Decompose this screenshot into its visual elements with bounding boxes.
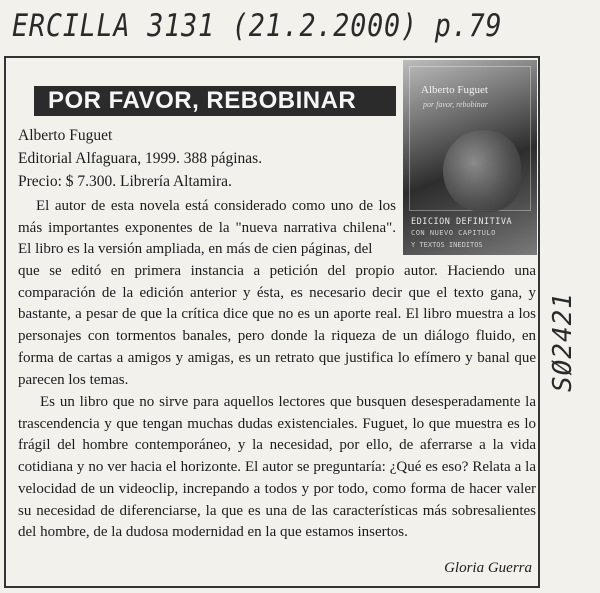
handwritten-catalog-number: SØ2421 <box>548 292 578 392</box>
cover-edition-line: CON NUEVO CAPITULO <box>411 229 496 237</box>
cover-portrait <box>443 130 521 212</box>
cover-author: Alberto Fuguet <box>421 84 488 96</box>
book-publisher: Editorial Alfaguara, 1999. 388 páginas. <box>18 150 263 167</box>
article-title: POR FAVOR, REBOBINAR <box>34 86 396 116</box>
cover-edition-line: EDICION DEFINITIVA <box>411 217 513 227</box>
cover-title: por favor, rebobinar <box>423 100 488 109</box>
book-cover-image <box>403 60 537 255</box>
article-signature: Gloria Guerra <box>444 560 532 576</box>
article-paragraph: El autor de esta novela está considerado como uno de los más importantes exponentes de la "nueva narrativa chilena". El libro es la versión ampliada, en más de cien páginas, del <box>18 198 396 258</box>
book-price: Precio: $ 7.300. Librería Altamira. <box>18 173 232 190</box>
cover-edition-line: Y TEXTOS INEDITOS <box>411 241 483 249</box>
book-author: Alberto Fuguet <box>18 127 113 144</box>
article-paragraph: Es un libro que no sirve para aquellos lectores que busquen desesperadamente la trascendencia y que tengan muchas dudas existenciales. Fuguet, lo que muestra es lo frágil del hombre contemporáneo, y la necesidad, por ello, de aferrarse a la vida cotidiana y no ver hacia el horizonte. El autor se preguntaría: ¿Qué es eso? Relata a la velocidad de un videoclip, increpando a todos y por todo, como forma de hacer valer su necesidad de diferenciarse, la que es una de las características más sobresalientes del hombre, de la dudosa modernidad en la que estamos insertos. <box>18 394 536 541</box>
handwritten-source-note: ERCILLA 3131 (21.2.2000) p.79 <box>12 8 503 44</box>
article-paragraph: que se editó en primera instancia a petición del propio autor. Haciendo una comparación de la edición anterior y ésta, es necesario decir que el texto gana, y bastante, a pesar de que la crítica dice que no es un aporte real. El libro muestra a los personajes con tormentos banales, pero donde la riqueza de un diálogo fluido, en forma de cartas a amigos y amigas, es un retrato que justifica lo efímero y banal que parecen los temas. <box>18 263 536 388</box>
